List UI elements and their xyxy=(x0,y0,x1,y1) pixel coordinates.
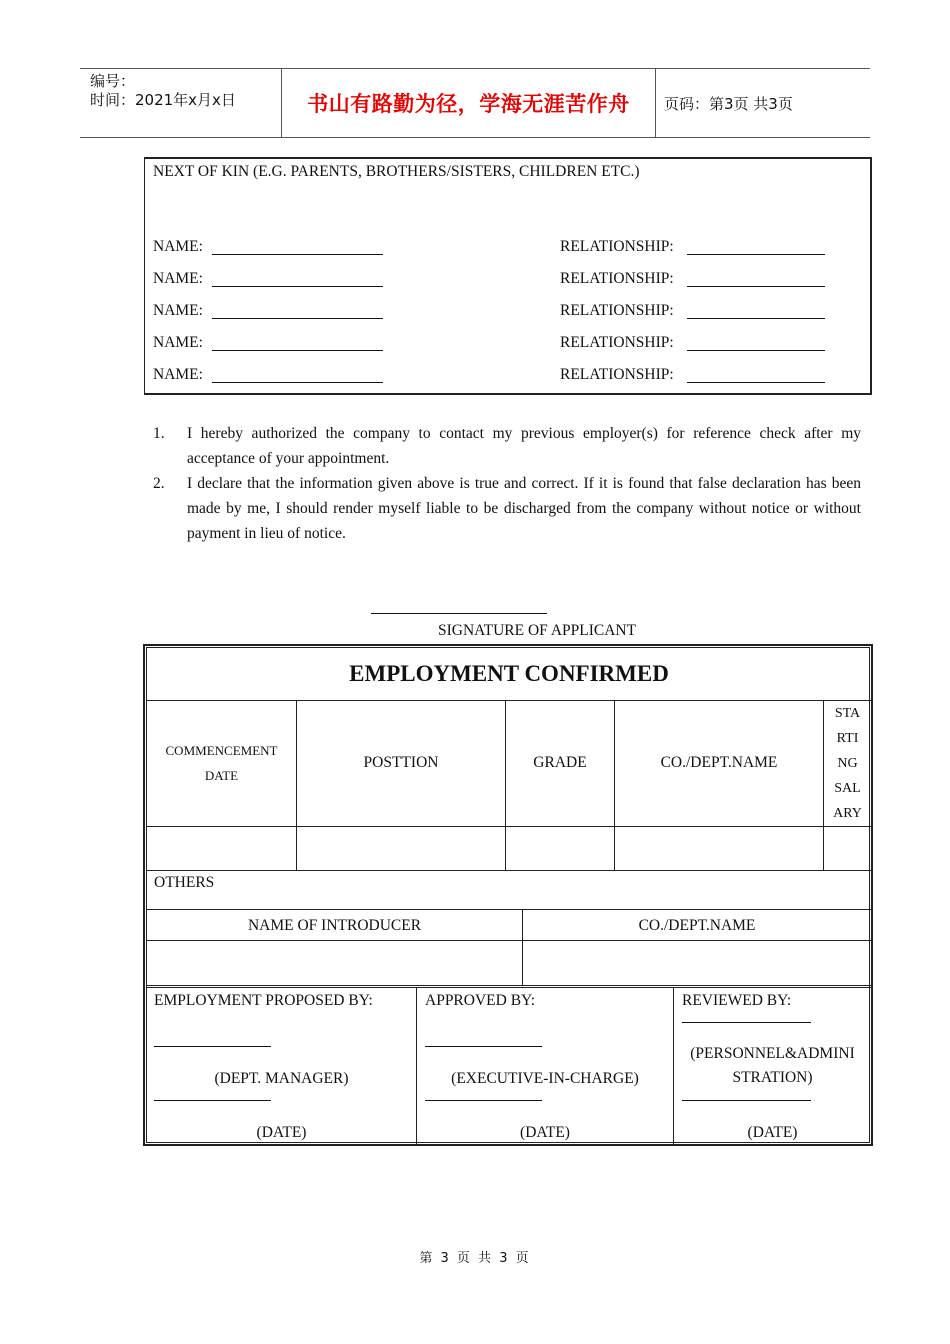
row-divider xyxy=(147,985,871,986)
proposed-date-label: (DATE) xyxy=(256,1124,307,1141)
table-frame xyxy=(146,647,870,1143)
signature-label: SIGNATURE OF APPLICANT xyxy=(438,622,637,639)
col-divider xyxy=(416,987,417,1144)
declaration-number: 2. xyxy=(153,475,165,492)
kin-relationship-label: RELATIONSHIP: xyxy=(560,270,674,287)
dept-manager-signature-line[interactable] xyxy=(154,1046,271,1047)
header-position: POSTTION xyxy=(363,754,439,771)
dept-manager-label: (DEPT. MANAGER) xyxy=(214,1070,349,1087)
employment-confirmed-table xyxy=(143,644,873,1146)
starting-salary-cell[interactable] xyxy=(824,827,871,870)
row-divider xyxy=(147,987,871,988)
reviewed-by-label: REVIEWED BY: xyxy=(682,992,792,1009)
number-label: 编号： xyxy=(90,72,136,90)
dept-manager-date-line[interactable] xyxy=(154,1100,271,1101)
header-starting-salary xyxy=(824,700,871,826)
kin-relationship-label: RELATIONSHIP: xyxy=(560,238,674,255)
kin-row xyxy=(153,270,853,290)
kin-name-label: NAME: xyxy=(153,270,203,287)
row-divider xyxy=(147,870,871,871)
page-header xyxy=(80,68,870,138)
kin-relationship-field[interactable] xyxy=(687,334,825,351)
declaration-number: 1. xyxy=(153,425,165,442)
personnel-signature-line[interactable] xyxy=(682,1022,811,1023)
kin-name-label: NAME: xyxy=(153,334,203,351)
kin-relationship-field[interactable] xyxy=(687,302,825,319)
kin-relationship-field[interactable] xyxy=(687,270,825,287)
declaration-text: I declare that the information given above is true and correct. If it is found that false declaration has been made by me, I should render myself liable to be discharged from the company without notice or without payment in lieu of notice. xyxy=(187,475,861,542)
executive-date-line[interactable] xyxy=(425,1100,542,1101)
approved-date-label: (DATE) xyxy=(520,1124,570,1141)
introducer-label: NAME OF INTRODUCER xyxy=(247,916,422,934)
commencement-line-1: COMMENCEMENT xyxy=(165,743,278,758)
kin-row xyxy=(153,366,853,386)
header-meta xyxy=(80,69,280,137)
position-cell[interactable] xyxy=(297,827,505,870)
kin-name-label: NAME: xyxy=(153,366,203,383)
kin-relationship-label: RELATIONSHIP: xyxy=(560,334,674,351)
header-page-info: 页码：第3页 共3页 xyxy=(664,94,793,113)
signature-line[interactable] xyxy=(371,613,547,614)
salary-line: RTI xyxy=(836,730,859,746)
declaration-item xyxy=(153,421,861,471)
proposed-by-label: EMPLOYMENT PROPOSED BY: xyxy=(154,992,373,1009)
kin-name-label: NAME: xyxy=(153,302,203,319)
employment-title: EMPLOYMENT CONFIRMED xyxy=(349,661,669,686)
personnel-line-2: STRATION) xyxy=(732,1069,813,1086)
kin-row xyxy=(153,302,853,322)
reviewed-date-label: (DATE) xyxy=(747,1124,798,1141)
commencement-date-cell[interactable] xyxy=(147,827,296,870)
introducer-name-cell[interactable] xyxy=(147,941,522,986)
salary-line: NG xyxy=(837,755,858,771)
executive-signature-line[interactable] xyxy=(425,1046,542,1047)
dept-name-cell[interactable] xyxy=(615,827,823,870)
commencement-line-2: DATE xyxy=(204,768,239,783)
next-of-kin-title: NEXT OF KIN (E.G. PARENTS, BROTHERS/SISTERS, CHILDREN ETC.) xyxy=(153,163,640,180)
salary-line: STA xyxy=(834,705,861,721)
personnel-date-line[interactable] xyxy=(682,1100,811,1101)
salary-line: SAL xyxy=(834,780,861,796)
declaration-item xyxy=(153,471,861,546)
kin-name-field[interactable] xyxy=(212,302,383,319)
header-dept-name: CO./DEPT.NAME xyxy=(660,754,778,771)
kin-relationship-label: RELATIONSHIP: xyxy=(560,366,674,383)
next-of-kin-section xyxy=(144,157,872,395)
header-grade: GRADE xyxy=(533,754,587,771)
declarations-list xyxy=(153,421,861,546)
kin-row xyxy=(153,334,853,354)
others-label: OTHERS xyxy=(154,874,215,891)
declaration-text: I hereby authorized the company to contact my previous employer(s) for reference check after my acceptance of your appointment. xyxy=(187,425,861,467)
introducer-dept-cell[interactable] xyxy=(523,941,871,986)
personnel-label xyxy=(674,1041,871,1091)
kin-name-field[interactable] xyxy=(212,238,383,255)
salary-line: ARY xyxy=(833,805,862,821)
page-footer: 第 3 页 共 3 页 xyxy=(419,1251,531,1266)
kin-name-label: NAME: xyxy=(153,238,203,255)
personnel-line-1: (PERSONNEL&ADMINI xyxy=(690,1045,855,1062)
kin-row xyxy=(153,238,853,258)
header-motto: 书山有路勤为径，学海无涯苦作舟 xyxy=(281,69,656,137)
executive-label: (EXECUTIVE-IN-CHARGE) xyxy=(451,1070,639,1087)
kin-name-field[interactable] xyxy=(212,334,383,351)
kin-relationship-field[interactable] xyxy=(687,366,825,383)
time-label: 时间：2021年x月x日 xyxy=(90,91,236,109)
kin-name-field[interactable] xyxy=(212,270,383,287)
kin-name-field[interactable] xyxy=(212,366,383,383)
introducer-dept-label: CO./DEPT.NAME xyxy=(638,916,756,934)
kin-relationship-label: RELATIONSHIP: xyxy=(560,302,674,319)
approved-by-label: APPROVED BY: xyxy=(425,992,536,1009)
header-commencement-date xyxy=(147,700,296,826)
grade-cell[interactable] xyxy=(506,827,614,870)
kin-relationship-field[interactable] xyxy=(687,238,825,255)
